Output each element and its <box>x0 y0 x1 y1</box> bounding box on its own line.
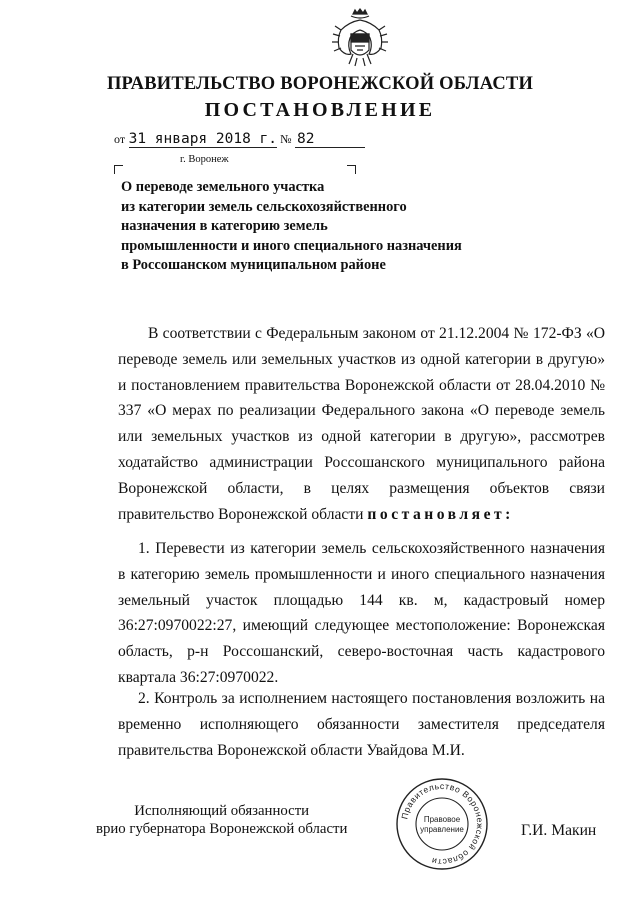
document-date: 31 января 2018 г. <box>128 131 277 147</box>
signatory-name: Г.И. Макин <box>521 822 597 839</box>
from-prefix: от <box>114 132 126 146</box>
subject-line: из категории земель сельскохозяйственного <box>121 198 407 215</box>
stamp-center-line: управление <box>420 825 464 834</box>
subject-line: промышленности и иного специального назначения <box>121 237 462 254</box>
coat-of-arms-emblem <box>331 8 389 68</box>
subject-bracket-left <box>114 165 123 174</box>
subject-bracket-right <box>347 165 356 174</box>
clause-1-paragraph: 1. Перевести из категории земель сельскохозяйственного назначения в категорию земель промышленности и иного специального назначения земельный участок площадью 144 кв. м, кадастровый номер 36:27:0970022:27, имеющий следующее местоположение: Воронежская область, р-н Россошанский, северо-восточная часть кадастрового квартала 36:27:0970022. <box>118 540 605 686</box>
stamp-center-line: Правовое <box>423 815 461 824</box>
clause-2-paragraph: 2. Контроль за исполнением настоящего постановления возложить на временно исполняющего обязанности заместителя председателя правительства Воронежской области Увайдова М.И. <box>118 690 605 759</box>
number-prefix: № <box>280 132 292 146</box>
subject-line: в Россошанском муниципальном районе <box>121 257 386 274</box>
document-subject <box>121 178 462 276</box>
preamble-text: В соответствии с Федеральным законом от 21.12.2004 № 172-ФЗ «О переводе земель или земельных участков из одной категории в другую» и постановлением правительства Воронежской области от 28.04.2010 № 337 «О мерах по реализации Федерального закона «О переводе земель или земельных участков из одной категории в другую», рассмотрев ходатайство администрации Россошанского муниципального района Воронежской области, в целях размещения объектов связи правительство Воронежской области <box>118 325 605 523</box>
official-stamp <box>394 776 490 872</box>
document-number: 82 <box>295 131 365 148</box>
subject-line: О переводе земельного участка <box>121 179 325 195</box>
stamp-ring-text: Правительство Воронежской области <box>399 780 486 868</box>
subject-line: назначения в категорию земель <box>121 218 328 235</box>
resolves-verb: постановляет: <box>367 505 514 523</box>
signatory-position-line: Исполняющий обязанности <box>134 803 310 819</box>
government-title: ПРАВИТЕЛЬСТВО ВОРОНЕЖСКОЙ ОБЛАСТИ <box>106 74 534 94</box>
document-type-title: ПОСТАНОВЛЕНИЕ <box>204 99 436 121</box>
city-label: г. Воронеж <box>180 154 229 165</box>
preamble-paragraph <box>118 321 605 527</box>
signatory-position-line: врио губернатора Воронежской области <box>96 821 348 837</box>
date-number-line <box>114 131 365 148</box>
signatory-position <box>96 802 347 838</box>
